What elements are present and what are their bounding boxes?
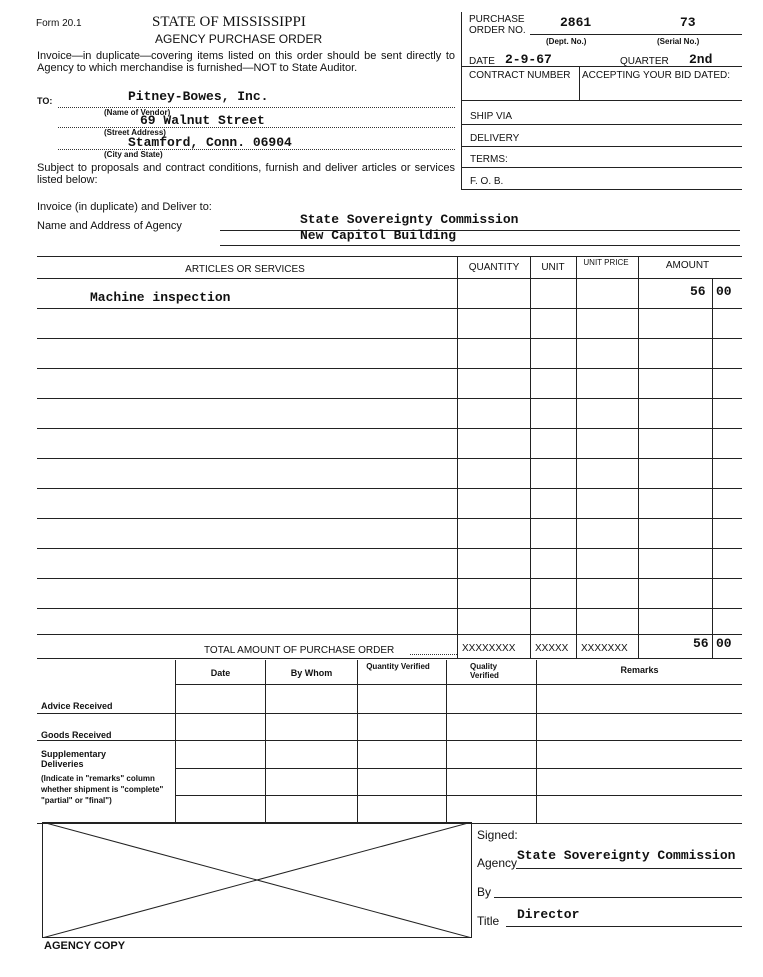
state-heading: STATE OF MISSISSIPPI bbox=[152, 14, 306, 30]
agency-copy-label: AGENCY COPY bbox=[44, 940, 126, 952]
vendor-city: Stamford, Conn. 06904 bbox=[128, 135, 292, 150]
signature-by-line bbox=[494, 897, 742, 898]
table-bottom-line bbox=[37, 658, 742, 659]
receipt-col-quantity-verified: Quantity Verified bbox=[366, 662, 430, 671]
invoice-instructions: Invoice—in duplicate—covering items listed on this order should be sent directly to Agency to which merchandise is furnished—NOT to State Auditor. bbox=[37, 50, 455, 74]
fob-line bbox=[462, 189, 742, 190]
po-number-line bbox=[530, 34, 742, 35]
item-amount-dollars: 56 bbox=[690, 284, 706, 299]
col-divider-quantity bbox=[457, 256, 458, 658]
signature-agency-value: State Sovereignty Commission bbox=[517, 848, 736, 863]
dept-number: 2861 bbox=[560, 15, 592, 30]
contract-number-label: CONTRACT NUMBER bbox=[469, 70, 571, 81]
quarter-value: 2nd bbox=[689, 52, 713, 67]
receipt-row-line bbox=[37, 713, 742, 714]
col-divider-price bbox=[576, 256, 577, 658]
table-row bbox=[37, 548, 742, 549]
row-advice-received: Advice Received bbox=[41, 701, 113, 711]
po-date: 2-9-67 bbox=[505, 52, 552, 67]
vendor-city-caption: (City and State) bbox=[104, 150, 163, 159]
delivery-line bbox=[462, 146, 742, 147]
agency-address-label: Name and Address of Agency bbox=[37, 220, 182, 232]
col-quantity-header: QUANTITY bbox=[468, 262, 520, 273]
receipt-col-by-whom: By Whom bbox=[290, 668, 333, 678]
total-x-unit: XXXXX bbox=[535, 643, 569, 654]
table-top-line bbox=[37, 256, 742, 257]
total-cents: 00 bbox=[716, 636, 732, 651]
receipt-row-line bbox=[176, 795, 742, 796]
vendor-street: 69 Walnut Street bbox=[140, 113, 265, 128]
form-title: AGENCY PURCHASE ORDER bbox=[155, 32, 323, 46]
receipt-col-quality-verified: Quality Verified bbox=[470, 662, 499, 680]
table-row bbox=[37, 458, 742, 459]
col-unit-header: UNIT bbox=[541, 262, 565, 273]
invoice-deliver-label: Invoice (in duplicate) and Deliver to: bbox=[37, 201, 212, 213]
to-label: TO: bbox=[37, 96, 53, 106]
signature-agency-label: Agency bbox=[477, 856, 518, 870]
bid-date-label: ACCEPTING YOUR BID DATED: bbox=[582, 70, 730, 81]
col-articles-header: ARTICLES OR SERVICES bbox=[185, 264, 305, 275]
ship-via-line bbox=[462, 124, 742, 125]
terms-label: TERMS: bbox=[470, 154, 508, 165]
table-row bbox=[37, 398, 742, 399]
agency-line bbox=[220, 230, 740, 231]
receipt-header-line bbox=[176, 684, 742, 685]
date-line bbox=[462, 66, 742, 67]
total-label: TOTAL AMOUNT OF PURCHASE ORDER bbox=[204, 645, 395, 656]
col-divider-unit bbox=[530, 256, 531, 658]
receipt-row-line bbox=[176, 768, 742, 769]
delivery-label: DELIVERY bbox=[470, 133, 520, 144]
agency-address-line1: State Sovereignty Commission bbox=[300, 212, 519, 227]
table-row bbox=[37, 338, 742, 339]
table-header-line bbox=[37, 278, 742, 279]
agency-address-line2: New Capitol Building bbox=[300, 228, 457, 243]
table-row bbox=[37, 428, 742, 429]
total-x-quantity: XXXXXXXX bbox=[462, 643, 516, 654]
vendor-name: Pitney-Bowes, Inc. bbox=[128, 89, 269, 104]
col-divider-amount bbox=[638, 256, 639, 658]
signature-by-label: By bbox=[477, 885, 492, 899]
table-row bbox=[37, 634, 742, 635]
vendor-name-caption: (Name of Vendor) bbox=[104, 108, 171, 117]
quarter-label: QUARTER bbox=[620, 56, 669, 67]
table-row bbox=[37, 578, 742, 579]
form-number: Form 20.1 bbox=[36, 18, 82, 29]
col-amount-header: AMOUNT bbox=[665, 260, 710, 271]
row-goods-received: Goods Received bbox=[41, 730, 112, 740]
table-row bbox=[37, 608, 742, 609]
po-label: PURCHASE ORDER NO. bbox=[469, 14, 526, 36]
total-x-price: XXXXXXX bbox=[581, 643, 628, 654]
signature-title-value: Director bbox=[517, 907, 580, 922]
table-row bbox=[37, 368, 742, 369]
signature-title-line bbox=[506, 926, 742, 927]
subject-text: Subject to proposals and contract conditions, furnish and deliver articles or services listed below: bbox=[37, 162, 455, 186]
signature-agency-line bbox=[516, 868, 742, 869]
fob-label: F. O. B. bbox=[470, 176, 504, 187]
col-unit-price-header: UNIT PRICE bbox=[583, 258, 629, 267]
table-row bbox=[37, 518, 742, 519]
receipt-row-line bbox=[37, 740, 742, 741]
ship-via-label: SHIP VIA bbox=[470, 111, 513, 122]
row-supplementary-deliveries: Supplementary Deliveries bbox=[41, 749, 107, 769]
serial-caption: (Serial No.) bbox=[657, 37, 700, 46]
contract-line bbox=[462, 100, 742, 101]
item-description: Machine inspection bbox=[90, 290, 231, 305]
total-dollars: 56 bbox=[693, 636, 709, 651]
table-row bbox=[37, 488, 742, 489]
contract-divider bbox=[579, 66, 580, 100]
signed-label: Signed: bbox=[477, 828, 518, 842]
total-leader bbox=[410, 654, 457, 655]
header-divider bbox=[461, 12, 462, 190]
item-amount-cents: 00 bbox=[716, 284, 732, 299]
terms-line bbox=[462, 167, 742, 168]
crossed-out-box bbox=[42, 822, 472, 938]
serial-number: 73 bbox=[680, 15, 696, 30]
vendor-street-caption: (Street Address) bbox=[104, 128, 166, 137]
receipt-col-remarks: Remarks bbox=[620, 665, 659, 675]
agency-line-2 bbox=[220, 245, 740, 246]
dept-caption: (Dept. No.) bbox=[546, 37, 587, 46]
receipt-col-date: Date bbox=[210, 668, 231, 678]
row-note: (Indicate in "remarks" column whether shipment is "complete" "partial" or "final") bbox=[41, 774, 164, 805]
col-divider-cents bbox=[712, 278, 713, 658]
date-label: DATE bbox=[469, 56, 495, 67]
signature-title-label: Title bbox=[477, 914, 500, 928]
table-row bbox=[37, 308, 742, 309]
